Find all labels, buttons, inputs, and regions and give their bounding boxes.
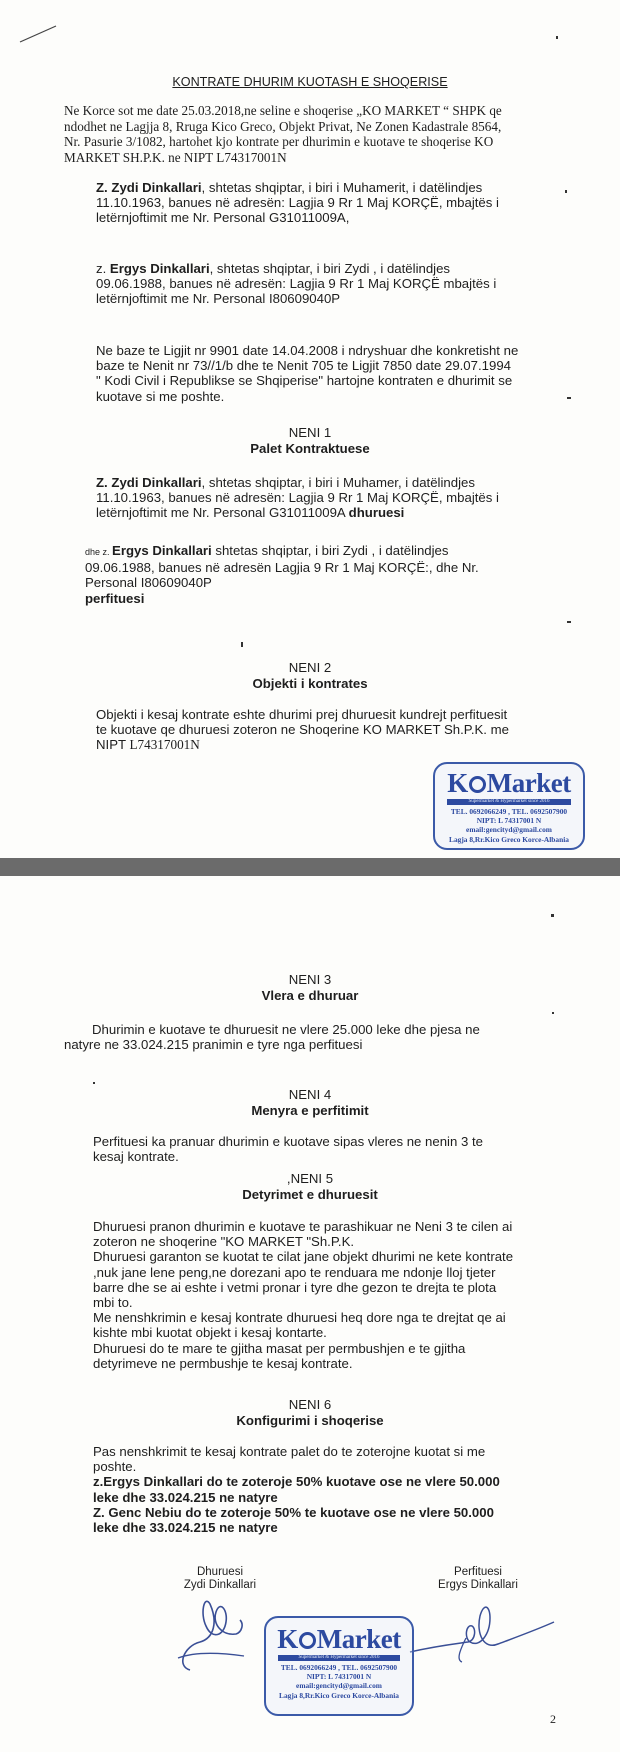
legal-basis-paragraph: Ne baze te Ligjit nr 9901 date 14.04.2008 i ndryshuar dhe konkretisht ne baze te Nenit nr 73//1/b dhe te Nenit 705 te Ligjit 7850 date 29.07.1994 " Kodi Civil i Republikse se Shqiperise" hartojne kontraten e dhurimit se kuotave si me poshte.: [96, 343, 519, 404]
document-page-1: [0, 0, 620, 858]
intro-paragraph: Ne Korce sot me date 25.03.2018,ne seline e shoqerise „KO MARKET “ SHPK qe ndodhet ne Lagjja 8, Rruga Kico Greco, Objekt Privat, Ne Zonen Kadastrale 8564, Nr. Pasurie 3/1082, hartohet kjo kontrate per dhurimin e kuotave te shoqerise KO MARKET SH.P.K. ne NIPT L74317001N: [64, 103, 502, 165]
margin-mark: [556, 36, 558, 39]
neni-2-subheading: Objekti i kontrates: [252, 676, 368, 691]
beneficiary-signature-block: Perfituesi Ergys Dinkallari: [438, 1566, 518, 1591]
neni-3-heading: NENI 3: [288, 972, 332, 987]
page-number: 2: [550, 1712, 556, 1726]
beneficiary-signature: [406, 1598, 556, 1668]
pen-stroke-mark: [18, 22, 58, 44]
party-1-paragraph: Z. Zydi Dinkallari, shtetas shqiptar, i biri i Muhamerit, i datëlindjes 11.10.1963, banues në adresën: Lagjia 9 Rr 1 Maj KORÇË, mbajtës i letërnjoftimit me Nr. Personal G31011009A,: [96, 180, 499, 226]
neni-4-subheading: Menyra e perfitimit: [251, 1103, 369, 1118]
margin-mark: [567, 397, 571, 399]
neni-4-paragraph: Perfituesi ka pranuar dhurimin e kuotave sipas vleres ne nenin 3 te kesaj kontrate.: [93, 1134, 483, 1165]
neni-4-heading: NENI 4: [288, 1087, 332, 1102]
company-stamp: K Market Supermarket & Hypermarket since 2016 TEL. 0692066249 , TEL. 0692507900 NIPT: L 74317001 N email:gencityd@gmail.com Lagja 8,Rr.Kico Greco Korce-Albania: [264, 1616, 414, 1716]
margin-mark: [93, 1082, 95, 1084]
margin-mark: [552, 1012, 554, 1014]
neni-2-paragraph: Objekti i kesaj kontrate eshte dhurimi prej dhuruesit kundrejt perfituesit te kuotave qe dhuruesi zoteron ne Shoqerine KO MARKET Sh.P.K. me NIPT L74317001N: [96, 707, 509, 753]
party-2-paragraph: z. Ergys Dinkallari, shtetas shqiptar, i biri Zydi , i datëlindjes 09.06.1988, banues në adresën: Lagjia 9 Rr 1 Maj KORÇË mbajtës i letërnjoftimit me Nr. Personal I80609040P: [96, 261, 497, 307]
neni-3-paragraph: Dhurimin e kuotave te dhuruesit ne vlere 25.000 leke dhe pjesa ne natyre ne 33.024.215 pranimin e tyre nga perfituesi: [64, 1022, 480, 1053]
neni-6-subheading: Konfigurimi i shoqerise: [236, 1413, 384, 1428]
neni-5-paragraph: Dhuruesi pranon dhurimin e kuotave te parashikuar ne Neni 3 te cilen ai zoteron ne shoqerine "KO MARKET "Sh.P.K. Dhuruesi garanton se kuotat te cilat jane objekt dhurimi ne kete kontrate ,nuk jane lene peng,ne dorezani apo te renduara me ndonje lloj tjeter barre dhe se ai eshte i vetmi pronar i tyre dhe gezon te drejta te plota mbi to. Me nenshkrimin e kesaj kontrate dhuruesi heq dore nga te drejtat qe ai kishte mbi kuotat objekt i kesaj kontarte. Dhuruesi do te mare te gjitha masat per permbushjen e te gjitha detyrimeve ne permbushje te kesaj kontrate.: [93, 1219, 514, 1371]
neni-2-heading: NENI 2: [288, 660, 332, 675]
company-stamp: K Market Supermarket & Hypermarket since 2016 TEL. 0692066249 , TEL. 0692507900 NIPT: L 74317001 N email:gencityd@gmail.com Lagja 8,Rr.Kico Greco Korce-Albania: [433, 762, 585, 850]
neni-6-paragraph: Pas nenshkrimit te kesaj kontrate palet do te zoterojne kuotat si me poshte. z.Ergys Dinkallari do te zoteroje 50% kuotave ose ne vlere 50.000 leke dhe 33.024.215 ne natyre Z. Genc Nebiu do te zoteroje 50% te kuotave ose ne vlere 50.000 leke dhe 33.024.215 ne natyre: [93, 1444, 500, 1536]
neni-1-subheading: Palet Kontraktuese: [250, 441, 370, 456]
margin-mark: [241, 642, 243, 647]
neni-5-subheading: Detyrimet e dhuruesit: [242, 1187, 378, 1202]
neni-3-subheading: Vlera e dhuruar: [261, 988, 359, 1003]
neni-5-heading: ,NENI 5: [286, 1171, 334, 1186]
margin-mark: [567, 621, 571, 623]
neni-1-party-2: dhe z. Ergys Dinkallari shtetas shqiptar, i biri Zydi , i datëlindjes 09.06.1988, banues në adresën Lagjia 9 Rr 1 Maj KORÇË:, dhe Nr. Personal I80609040P perfituesi: [85, 543, 479, 606]
document-page-2: [0, 876, 620, 1752]
stamp-globe-icon: [469, 776, 486, 793]
contract-title: KONTRATE DHURIM KUOTASH E SHOQERISE: [172, 75, 448, 89]
margin-mark: [565, 190, 567, 193]
donor-signature-block: Dhuruesi Zydi Dinkallari: [183, 1566, 257, 1591]
margin-mark: [551, 914, 554, 917]
stamp-globe-icon: [299, 1632, 316, 1649]
donor-signature: [170, 1592, 250, 1676]
neni-1-heading: NENI 1: [288, 425, 332, 440]
neni-1-party-1: Z. Zydi Dinkallari, shtetas shqiptar, i biri i Muhamer, i datëlindjes 11.10.1963, banues në adresën: Lagjia 9 Rr 1 Maj KORÇË, mbajtës i letërnjoftimit me Nr. Personal G31011009A dhuruesi: [96, 475, 499, 521]
neni-6-heading: NENI 6: [288, 1397, 332, 1412]
